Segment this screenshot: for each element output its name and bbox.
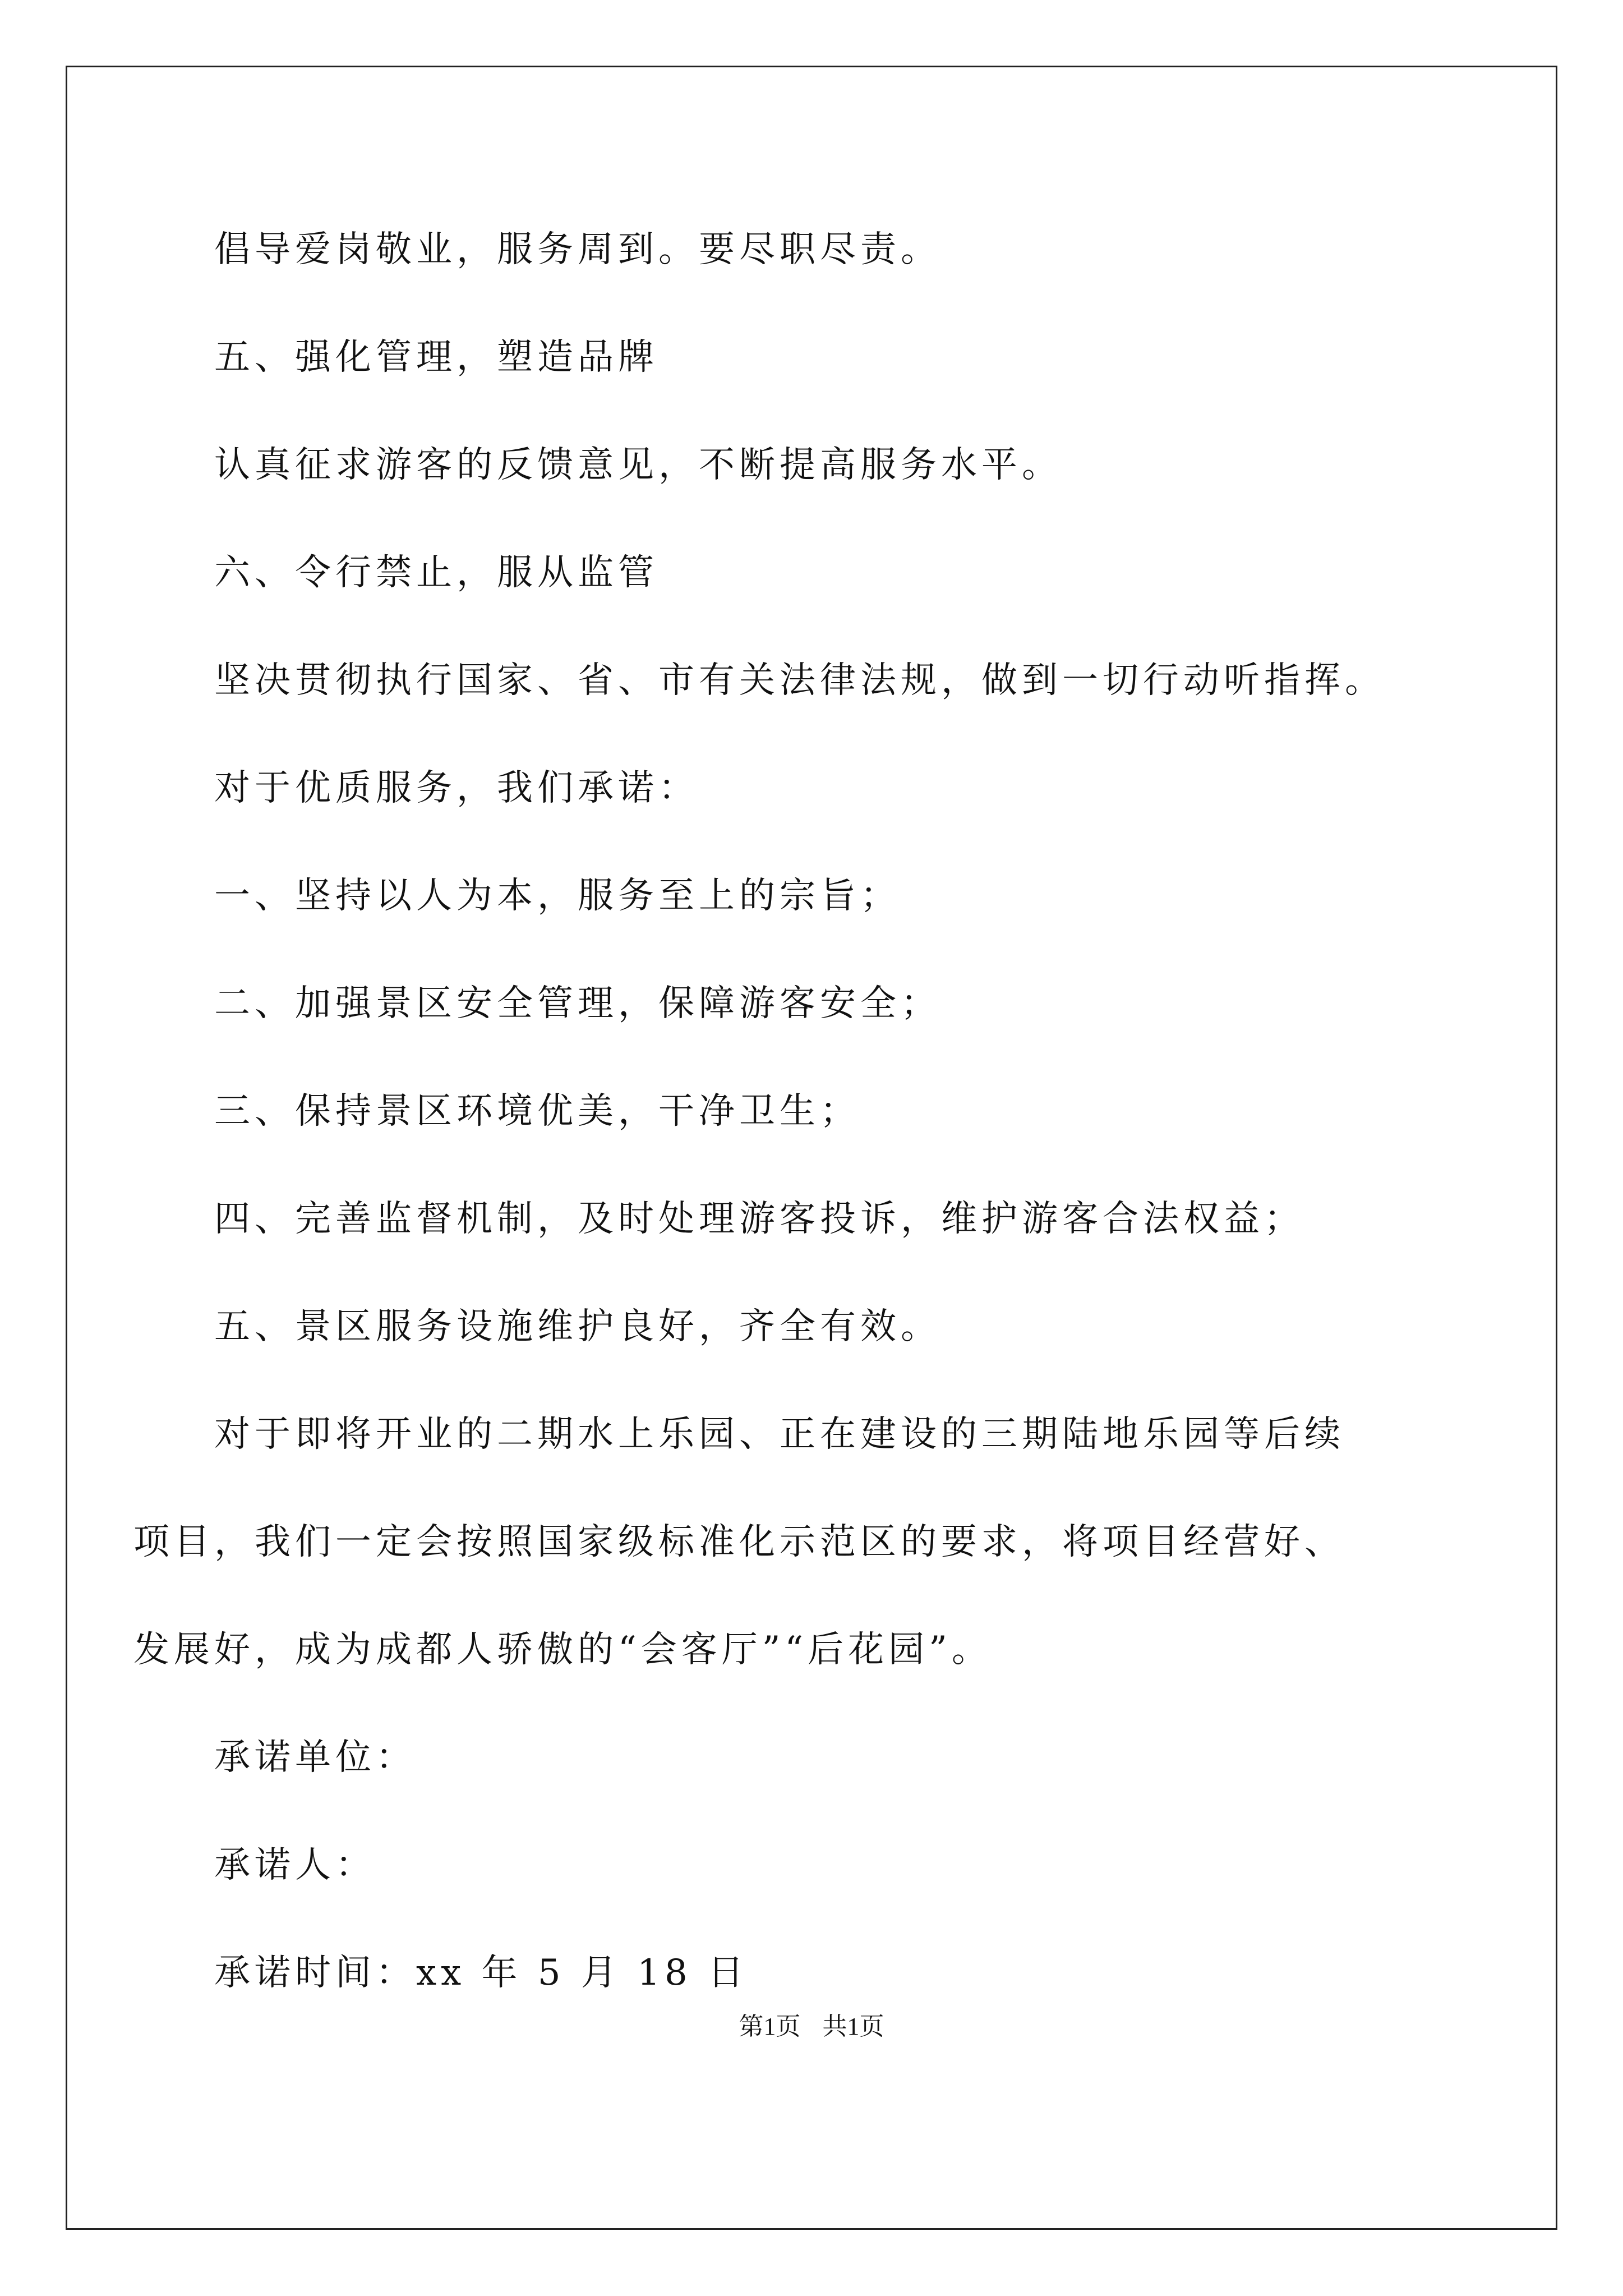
paragraph-line: 项目，我们一定会按照国家级标准化示范区的要求，将项目经营好、 [133,1521,1345,1563]
signature-date: 承诺时间：xx 年 5 月 18 日 [214,1952,749,1994]
signature-unit-label: 承诺单位： [214,1737,416,1778]
paragraph-line: 发展好，成为成都人骄傲的“会客厅”“后花园”。 [133,1629,992,1671]
signature-person-label: 承诺人： [214,1844,376,1886]
page-number-total: 共1页 [822,2013,884,2040]
list-item: 一、坚持以人为本，服务至上的宗旨； [214,875,901,917]
paragraph-line: 倡导爱岗敬业，服务周到。要尽职尽责。 [214,229,941,270]
paragraph-line: 坚决贯彻执行国家、省、市有关法律法规，做到一切行动听指挥。 [214,660,1385,701]
section-heading: 六、令行禁止，服从监管 [214,552,658,593]
paragraph-line: 认真征求游客的反馈意见，不断提高服务水平。 [214,444,1062,486]
paragraph-line: 对于即将开业的二期水上乐园、正在建设的三期陆地乐园等后续 [214,1414,1345,1455]
page-footer [0,2010,1623,2044]
paragraph-line: 对于优质服务，我们承诺： [214,767,699,809]
list-item: 三、保持景区环境优美，干净卫生； [214,1091,860,1132]
list-item: 二、加强景区安全管理，保障游客安全； [214,983,941,1024]
list-item: 四、完善监督机制，及时处理游客投诉，维护游客合法权益； [214,1198,1304,1240]
list-item: 五、景区服务设施维护良好，齐全有效。 [214,1306,941,1347]
section-heading: 五、强化管理，塑造品牌 [214,337,658,378]
page-number-current: 第1页 [739,2013,801,2040]
